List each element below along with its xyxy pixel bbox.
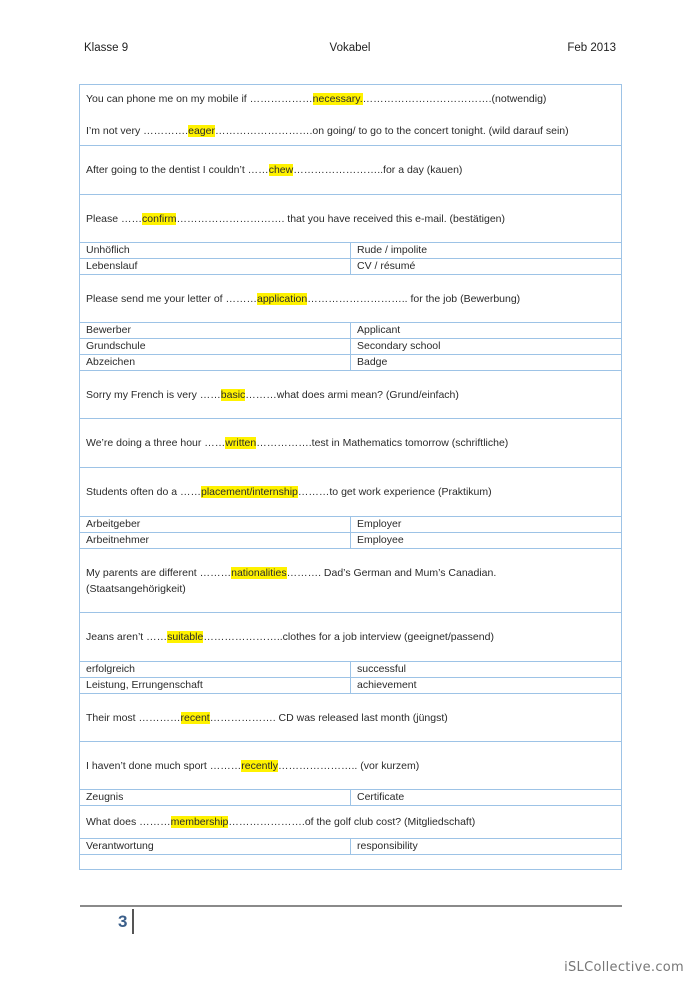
sentence-line — [86, 123, 615, 139]
sentence-pre: Their most ………… — [86, 711, 181, 724]
vocab-pair-row — [80, 662, 622, 678]
sentence-post: ……………………………….(notwendig) — [362, 93, 547, 105]
vocab-pair-row — [80, 517, 622, 533]
german-term: Zeugnis — [80, 790, 351, 806]
answer-highlight: eager — [188, 125, 215, 137]
german-term: Verantwortung — [80, 839, 351, 855]
watermark: iSLCollective.com — [564, 960, 684, 975]
sentence-line — [86, 565, 615, 581]
sentence-post: ………………….. (vor kurzem) — [278, 759, 420, 772]
answer-highlight: recent — [180, 711, 210, 724]
sentence-post: ………to get work experience (Praktikum) — [297, 486, 492, 498]
sentence-row — [80, 468, 622, 517]
english-term: Employer — [351, 517, 622, 533]
sentence-cell — [80, 146, 622, 195]
sentence-row — [80, 613, 622, 662]
vocab-pair-row — [80, 790, 622, 806]
vocab-pair-row — [80, 678, 622, 694]
sentence-row — [80, 85, 622, 146]
page-number-divider — [132, 909, 134, 934]
sentence-post: ………………….of the golf club cost? (Mitgliedschaft) — [228, 816, 476, 828]
header-date: Feb 2013 — [567, 42, 616, 54]
sentence-line — [86, 91, 615, 107]
english-term: Rude / impolite — [351, 243, 622, 259]
german-term: erfolgreich — [80, 662, 351, 678]
english-term: Applicant — [351, 323, 622, 339]
german-term: Leistung, Errungenschaft — [80, 678, 351, 694]
english-term: responsibility — [351, 839, 622, 855]
vocab-pair-row — [80, 243, 622, 259]
answer-highlight: necessary. — [312, 93, 363, 105]
sentence-cell — [80, 742, 622, 790]
empty-cell — [80, 855, 622, 870]
sentence-cell — [80, 195, 622, 243]
sentence-pre: Students often do a …… — [86, 486, 201, 498]
english-term: achievement — [351, 678, 622, 694]
vocab-pair-row — [80, 839, 622, 855]
english-term: Certificate — [351, 790, 622, 806]
sentence-row — [80, 146, 622, 195]
german-term: Bewerber — [80, 323, 351, 339]
sentence-pre: We’re doing a three hour …… — [86, 437, 226, 449]
english-term: successful — [351, 662, 622, 678]
empty-row — [80, 855, 622, 870]
vocabulary-table — [79, 84, 622, 870]
answer-highlight: confirm — [142, 212, 177, 225]
header-class-label: Klasse 9 — [84, 42, 129, 54]
sentence-post: …………………..clothes for a job interview (geeignet/passend) — [203, 631, 494, 643]
sentence-post: ……………………..for a day (kauen) — [293, 164, 463, 176]
sentence-cell — [80, 419, 622, 468]
sentence-post: ………………. CD was released last month (jüngst) — [209, 711, 448, 724]
answer-highlight: written — [225, 437, 257, 449]
sentence-cell — [80, 549, 622, 613]
sentence-cell — [80, 371, 622, 419]
answer-highlight: application — [257, 292, 308, 305]
sentence-row — [80, 549, 622, 613]
german-term: Arbeitgeber — [80, 517, 351, 533]
sentence-row — [80, 694, 622, 742]
header-title: Vokabel — [329, 42, 371, 54]
english-term: CV / résumé — [351, 259, 622, 275]
sentence-post: …………….test in Mathematics tomorrow (schriftliche) — [256, 437, 509, 449]
answer-highlight: suitable — [167, 631, 204, 643]
sentence-post: ………what does armi mean? (Grund/einfach) — [245, 388, 459, 401]
sentence-pre: Sorry my French is very …… — [86, 388, 221, 401]
sentence-cell — [80, 613, 622, 662]
sentence-row — [80, 806, 622, 839]
sentence-pre: What does ……… — [86, 816, 171, 828]
sentence-post: ……………………….. for the job (Bewerbung) — [307, 292, 521, 305]
vocab-pair-row — [80, 533, 622, 549]
sentence-pre: You can phone me on my mobile if ……………… — [86, 93, 313, 105]
sentence-post: ……………………….on going/ to go to the concert tonight. (wild darauf sein) — [214, 125, 569, 137]
sentence-row — [80, 419, 622, 468]
german-term: Grundschule — [80, 339, 351, 355]
sentence-pre: My parents are different ……… — [86, 566, 232, 579]
sentence-post: …………………………. that you have received this e-mail. (bestätigen) — [176, 212, 505, 225]
vocab-pair-row — [80, 339, 622, 355]
answer-highlight: nationalities — [231, 566, 287, 579]
sentence-row — [80, 275, 622, 323]
vocab-pair-row — [80, 259, 622, 275]
answer-highlight: membership — [170, 816, 229, 828]
english-term: Secondary school — [351, 339, 622, 355]
sentence-cell — [80, 694, 622, 742]
sentence-row — [80, 742, 622, 790]
sentence-cell — [80, 806, 622, 839]
sentence-cell — [80, 275, 622, 323]
sentence-pre: After going to the dentist I couldn’t …… — [86, 164, 269, 176]
page-number: 3 — [118, 912, 128, 931]
answer-highlight: recently — [241, 759, 279, 772]
sentence-pre: I’m not very …………. — [86, 125, 189, 137]
german-term: Abzeichen — [80, 355, 351, 371]
sentence-cell — [80, 468, 622, 517]
answer-highlight: placement/internship — [201, 486, 298, 498]
sentence-pre: Jeans aren’t …… — [86, 631, 168, 643]
english-term: Badge — [351, 355, 622, 371]
german-term: Lebenslauf — [80, 259, 351, 275]
answer-highlight: basic — [220, 388, 246, 401]
sentence-pre: Please send me your letter of ……… — [86, 292, 257, 305]
sentence-line-2: (Staatsangehörigkeit) — [86, 582, 186, 595]
vocab-pair-row — [80, 355, 622, 371]
sentence-row — [80, 195, 622, 243]
sentence-cell — [80, 85, 622, 146]
answer-highlight: chew — [268, 164, 294, 176]
vocab-pair-row — [80, 323, 622, 339]
sentence-pre: Please …… — [86, 212, 143, 225]
footer-rule — [80, 905, 622, 907]
german-term: Unhöflich — [80, 243, 351, 259]
english-term: Employee — [351, 533, 622, 549]
sentence-post: ………. Dad’s German and Mum’s Canadian. — [286, 566, 497, 579]
german-term: Arbeitnehmer — [80, 533, 351, 549]
sentence-pre: I haven’t done much sport ……… — [86, 759, 242, 772]
sentence-row — [80, 371, 622, 419]
